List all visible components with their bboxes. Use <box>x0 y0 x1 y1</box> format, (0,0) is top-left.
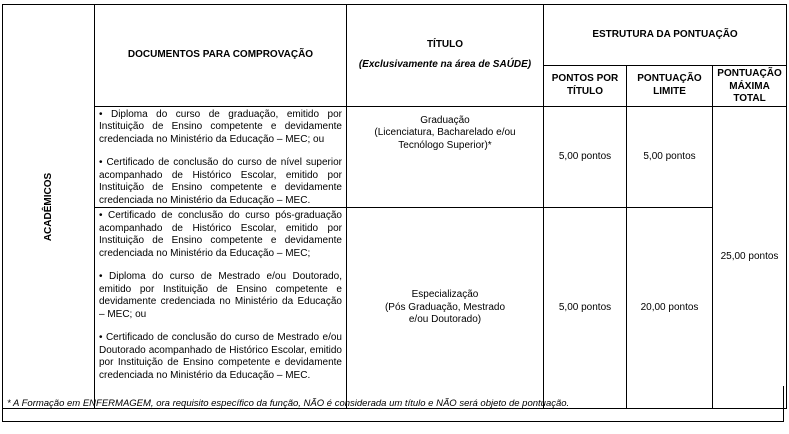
pontuacao-maxima-header: PONTUAÇÃO MÁXIMA TOTAL <box>713 66 787 107</box>
titulo-header-sub: (Exclusivamente na área de SAÚDE) <box>358 59 532 71</box>
docs-header: DOCUMENTOS PARA COMPROVAÇÃO <box>95 5 347 107</box>
row1-pontos: 5,00 pontos <box>544 106 627 208</box>
row2-doc-item: • Diploma do curso de Mestrado e/ou Doutorado, emitido por Instituição de Ensino competente e devidamente credenciada no Ministério da Educação – MEC; ou <box>99 271 342 320</box>
row2-pontos: 5,00 pontos <box>544 208 627 409</box>
row1-doc-item: • Diploma do curso de graduação, emitido por Instituição de Ensino competente e devidamente credenciada no Ministério da Educação – MEC; ou <box>99 108 342 145</box>
row1-titulo <box>347 106 544 208</box>
footnote: * A Formação em ENFERMAGEM, ora requisito específico da função, NÃO é considerada um título e NÃO será objeto de pontuação. <box>2 386 784 422</box>
row1-limite: 5,00 pontos <box>627 106 713 208</box>
row2-limite: 20,00 pontos <box>627 208 713 409</box>
pontos-por-titulo-header: PONTOS POR TÍTULO <box>544 66 627 107</box>
titulo-header <box>347 5 544 107</box>
estrutura-header: ESTRUTURA DA PONTUAÇÃO <box>544 5 787 66</box>
row2-titulo-detail: (Pós Graduação, Mestrado e/ou Doutorado) <box>384 301 506 326</box>
row1-docs <box>95 106 347 208</box>
row2-docs <box>95 208 347 409</box>
pontuacao-limite-header: PONTUAÇÃO LIMITE <box>627 66 713 107</box>
row1-titulo-name: Graduação <box>420 114 470 126</box>
row2-doc-item: • Certificado de conclusão do curso de Mestrado e/ou Doutorado acompanhado de Histórico Escolar, emitido por Instituição de Ensino competente e devidamente credenciada no Ministério da Educação – MEC. <box>99 332 342 381</box>
titulo-header-label: TÍTULO <box>426 38 464 50</box>
row2-titulo <box>347 208 544 409</box>
score-table <box>2 4 787 409</box>
row1-doc-item: • Certificado de conclusão do curso de nível superior acompanhado de Histórico Escolar, emitido por Instituição de Ensino competente e devidamente credenciada no Ministério da Educação – MEC. <box>99 157 342 206</box>
row1-titulo-detail: (Licenciatura, Bacharelado e/ou Tecnólogo Superior)* <box>374 127 516 151</box>
max-total: 25,00 pontos <box>713 106 787 409</box>
category-label: ACADÊMICOS <box>42 172 54 241</box>
row2-titulo-name: Especialização <box>411 289 479 301</box>
row2-doc-item: • Certificado de conclusão do curso pós-graduação acompanhado de Histórico Escolar, emitido por Instituição de Ensino competente e devidamente credenciada no Ministério da Educação – MEC; <box>99 210 342 259</box>
category-cell <box>3 5 95 409</box>
